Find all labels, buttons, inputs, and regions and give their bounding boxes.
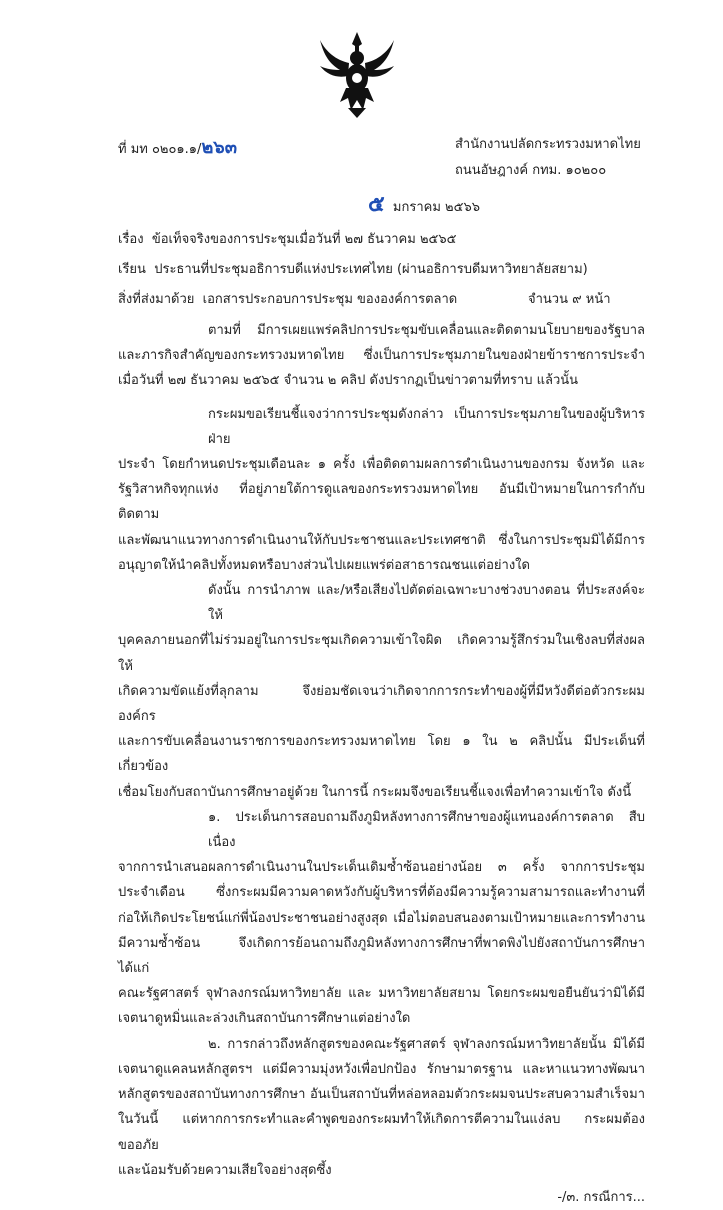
body-line: ๑. ประเด็นการสอบถามถึงภูมิหลังทางการศึกษาของผู้แทนองค์การตลาด สืบเนื่อง	[208, 809, 645, 851]
body-line: มีความซ้ำซ้อน จึงเกิดการย้อนถามถึงภูมิหลังทางการศึกษาที่พาดพิงไปยังสถาบันการศึกษา ได้แก่	[118, 935, 645, 977]
subject-text: ข้อเท็จจริงของการประชุมเมื่อวันที่ ๒๗ ธันวาคม ๒๕๖๕	[151, 232, 457, 247]
body-line: เจตนาดูหมิ่นและล่วงเกินสถาบันการศึกษาแต่อย่างใด	[118, 1011, 411, 1027]
paragraph-therefore	[118, 578, 645, 805]
office-name: สำนักงานปลัดกระทรวงมหาดไทย	[455, 137, 641, 152]
body-line: บุคคลภายนอกที่ไม่ร่วมอยู่ในการประชุมเกิดความเข้าใจผิด เกิดความรู้สึกร่วมในเชิงลบที่ส่งผลให้	[118, 633, 645, 674]
body-line: ดังนั้น การนำภาพ และ/หรือเสียงไปตัดต่อเฉพาะบางช่วงบางตอน ที่ประสงค์จะให้	[208, 583, 645, 624]
enclosure-count: จำนวน ๙ หน้า	[528, 292, 611, 307]
document-date	[368, 186, 618, 221]
enclosure-label: สิ่งที่ส่งมาด้วย	[118, 292, 195, 307]
enclosure-text: เอกสารประกอบการประชุม ขององค์การตลาด	[202, 292, 458, 307]
paragraph-clarification	[118, 402, 645, 578]
body-line: ๒. การกล่าวถึงหลักสูตรของคณะรัฐศาสตร์ จุฬาลงกรณ์มหาวิทยาลัยนั้น มิได้มี	[208, 1036, 645, 1052]
body-line: และพัฒนาแนวทางการดำเนินงานให้กับประชาชนและประเทศชาติ ซึ่งในการประชุมมิได้มีการ	[118, 532, 645, 548]
paragraph-intro	[118, 318, 645, 394]
body-line: ประจำ โดยกำหนดประชุมเดือนละ ๑ ครั้ง เพื่อติดตามผลการดำเนินงานของกรม จังหวัด และ	[118, 457, 645, 473]
date-day-handwritten: ๕	[368, 191, 385, 217]
document-reference	[118, 132, 318, 161]
body-line: และน้อมรับด้วยความเสียใจอย่างสุดซึ้ง	[118, 1162, 332, 1178]
recipient-line	[118, 258, 645, 279]
body-line: ตามที่ มีการเผยแพร่คลิปการประชุมขับเคลื่อนและติดตามนโยบายของรัฐบาล	[208, 323, 645, 338]
recipient-label: เรียน	[118, 262, 146, 277]
body-line: หลักสูตรของสถาบันทางการศึกษา อันเป็นสถาบันที่หล่อหลอมตัวกระผมจนประสบความสำเร็จมา	[118, 1087, 645, 1103]
paragraph-point-1	[118, 805, 645, 1032]
letter-body	[118, 318, 645, 1210]
paragraph-point-2	[118, 1032, 645, 1183]
body-line: รัฐวิสาหกิจทุกแห่ง ที่อยู่ภายใต้การดูแลของกระทรวงมหาดไทย อันมีเป้าหมายในการกำกับ ติดตาม	[118, 482, 645, 523]
body-line: กระผมขอเรียนชี้แจงว่าการประชุมดังกล่าว เป็นการประชุมภายในของผู้บริหารฝ่าย	[208, 406, 645, 447]
subject-line	[118, 228, 645, 249]
recipient-text: ประธานที่ประชุมอธิการบดีแห่งประเทศไทย (ผ่านอธิการบดีมหาวิทยาลัยสยาม)	[154, 262, 588, 277]
page-continuation: -/๓. กรณีการ...	[557, 1189, 645, 1205]
body-line: จากการนำเสนอผลการดำเนินงานในประเด็นเดิมซ้ำซ้อนอย่างน้อย ๓ ครั้ง จากการประชุม	[118, 860, 645, 876]
office-address: ถนนอัษฎางค์ กทม. ๑๐๒๐๐	[455, 163, 607, 178]
body-line: เมื่อวันที่ ๒๗ ธันวาคม ๒๕๖๕ จำนวน ๒ คลิป ดังปรากฏเป็นข่าวตามที่ทราบ แล้วนั้น	[118, 373, 579, 389]
body-line: อนุญาตให้นำคลิปทั้งหมดหรือบางส่วนไปเผยแพร่ต่อสาธารณชนแต่อย่างใด	[118, 557, 530, 573]
body-line: ก่อให้เกิดประโยชน์แก่พี่น้องประชาชนอย่างสูงสุด เมื่อไม่ตอบสนองตามเป้าหมายและการทำงาน	[118, 910, 645, 926]
enclosure-line	[118, 288, 518, 309]
body-line: และภารกิจสำคัญของกระทรวงมหาดไทย ซึ่งเป็นการประชุมภายในของฝ่ายข้าราชการประจำ	[118, 348, 645, 364]
body-line: ในวันนี้ แต่หากการกระทำและคำพูดของกระผมทำให้เกิดการตีความในแง่ลบ กระผมต้องขออภัย	[118, 1112, 645, 1153]
garuda-emblem	[318, 30, 396, 118]
date-month-year: มกราคม ๒๕๖๖	[392, 200, 480, 215]
body-line: เกิดความขัดแย้งที่ลุกลาม จึงย่อมชัดเจนว่าเกิดจากการกระทำของผู้ที่มีหวังดีต่อตัวกระผม องค์กร	[118, 683, 645, 725]
subject-label: เรื่อง	[118, 232, 144, 247]
body-line: ประจำเดือน ซึ่งกระผมมีความคาดหวังกับผู้บริหารที่ต้องมีความรู้ความสามารถและทำงานที่	[118, 885, 645, 901]
reference-prefix: ที่ มท ๐๒๐๑.๑/	[118, 142, 202, 157]
body-line: และการขับเคลื่อนงานราชการของกระทรวงมหาดไทย โดย ๑ ใน ๒ คลิปนั้น มีประเด็นที่เกี่ยวข้อง	[118, 734, 645, 775]
reference-number-handwritten: ๒๖๓	[201, 137, 238, 158]
body-line: คณะรัฐศาสตร์ จุฬาลงกรณ์มหาวิทยาลัย และ มหาวิทยาลัยสยาม โดยกระผมขอยืนยันว่ามิได้มี	[118, 986, 645, 1002]
body-line: เชื่อมโยงกับสถาบันการศึกษาอยู่ด้วย ในการนี้ กระผมจึงขอเรียนชี้แจงเพื่อทำความเข้าใจ ดังนี้	[118, 784, 632, 800]
body-line: เจตนาดูแคลนหลักสูตรฯ แต่มีความมุ่งหวังเพื่อปกป้อง รักษามาตรฐาน และหาแนวทางพัฒนา	[118, 1061, 645, 1077]
